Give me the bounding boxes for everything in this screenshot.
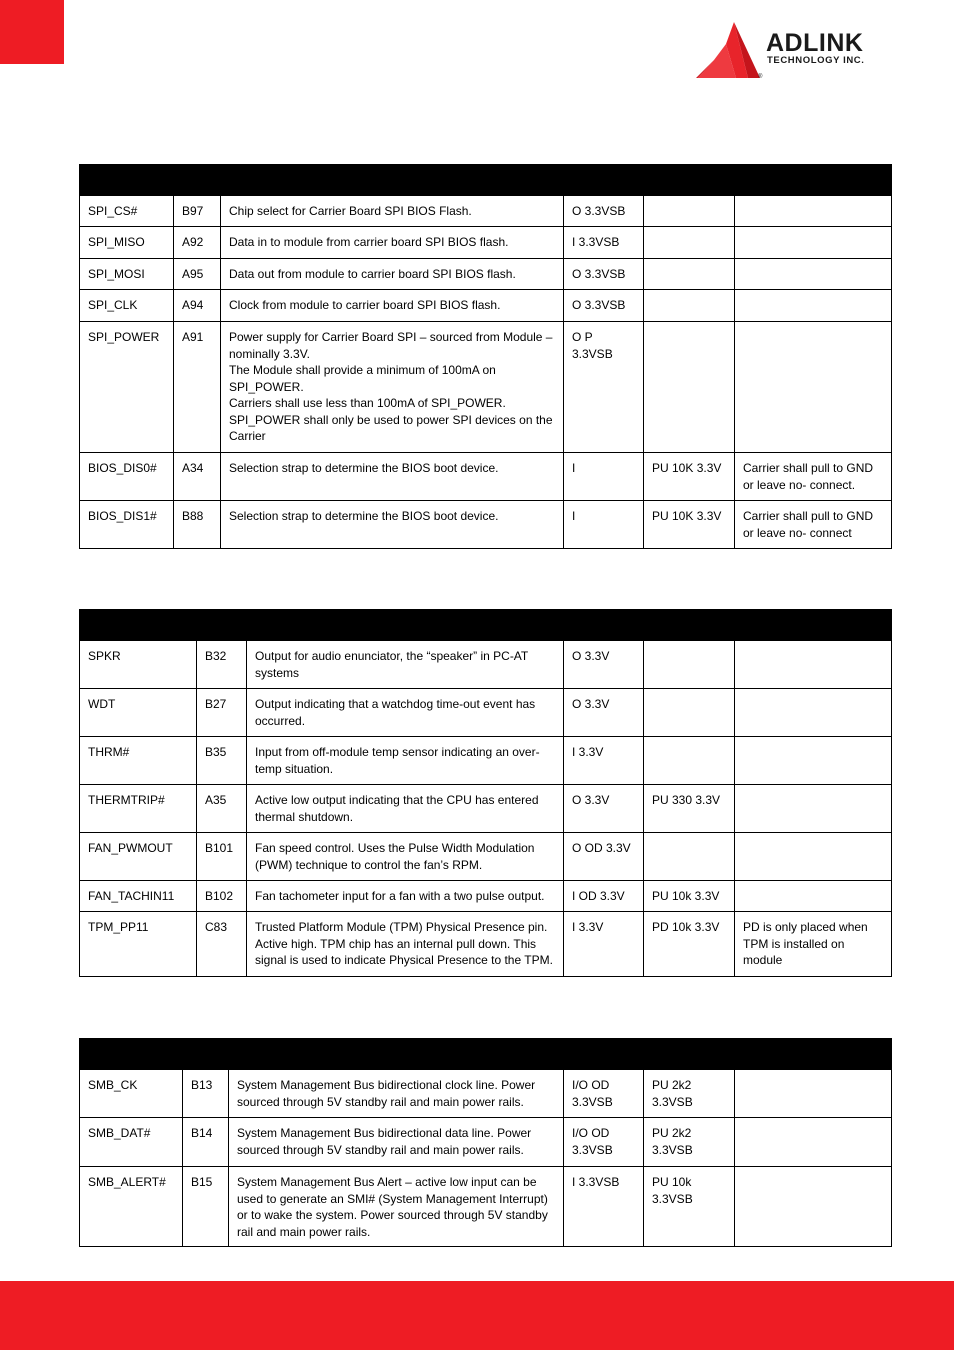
pin-cell	[174, 196, 221, 227]
table-row	[80, 785, 892, 833]
signal-name-cell	[80, 227, 174, 259]
io-type-cell	[564, 1167, 644, 1247]
description-cell	[221, 259, 564, 290]
misc-signal-table	[79, 609, 892, 977]
pu-pd-cell	[644, 501, 735, 549]
cell-text: Trusted Platform Module (TPM) Physical Presence pin. Active high. TPM chip has an internal pull down. This signal is used to indicate Physical Presence to the TPM.	[255, 920, 553, 967]
cell-text: PU 2k2 3.3VSB	[652, 1078, 693, 1109]
header-cell	[229, 1039, 564, 1070]
comment-cell	[735, 881, 892, 912]
io-type-cell	[564, 453, 644, 501]
cell-text: SPI_MISO	[88, 235, 145, 249]
table-row	[80, 833, 892, 881]
description-cell	[247, 785, 564, 833]
signal-name-cell	[80, 290, 174, 322]
description-cell	[221, 227, 564, 259]
header-cell	[183, 1039, 229, 1070]
cell-text: Selection strap to determine the BIOS boot device.	[229, 509, 499, 523]
corner-accent-block	[0, 0, 64, 64]
description-cell	[221, 196, 564, 227]
io-type-cell	[564, 785, 644, 833]
comment-cell	[735, 1167, 892, 1247]
table-row	[80, 196, 892, 227]
description-cell	[247, 641, 564, 689]
signal-name-cell	[80, 453, 174, 501]
pu-pd-cell	[644, 290, 735, 322]
io-type-cell	[564, 833, 644, 881]
cell-text: System Management Bus Alert – active low input can be used to generate an SMI# (System Management Interrupt) or to wake the system. Power sourced through 5V standby rail and main power rails.	[237, 1175, 548, 1239]
cell-text: Carrier shall pull to GND or leave no- connect	[743, 509, 874, 540]
io-type-cell	[564, 912, 644, 977]
comment-cell	[735, 737, 892, 785]
description-cell	[247, 881, 564, 912]
pu-pd-cell	[644, 453, 735, 501]
pin-cell	[174, 259, 221, 290]
footer-bar	[0, 1281, 954, 1350]
cell-text: PU 330 3.3V	[652, 793, 721, 807]
pin-cell	[197, 881, 247, 912]
cell-text: FAN_PWMOUT	[88, 841, 173, 855]
header-cell	[247, 610, 564, 641]
header-cell	[80, 165, 174, 196]
logo-registered-mark: ®	[758, 74, 763, 80]
pin-cell	[183, 1118, 229, 1167]
signal-name-cell	[80, 785, 197, 833]
pin-cell	[174, 501, 221, 549]
cell-text: A95	[182, 267, 204, 281]
spi-signal-table	[79, 164, 892, 549]
cell-text: Clock from module to carrier board SPI BIOS flash.	[229, 298, 501, 312]
cell-text: O 3.3VSB	[572, 298, 626, 312]
pu-pd-cell	[644, 1070, 735, 1118]
pu-pd-cell	[644, 196, 735, 227]
pu-pd-cell	[644, 833, 735, 881]
cell-text: SPI_CS#	[88, 204, 138, 218]
pu-pd-cell	[644, 881, 735, 912]
cell-text: PU 10k 3.3V	[652, 889, 720, 903]
cell-text: SPKR	[88, 649, 121, 663]
cell-text: Chip select for Carrier Board SPI BIOS Flash.	[229, 204, 472, 218]
cell-text: O OD 3.3V	[572, 841, 631, 855]
comment-cell	[735, 689, 892, 737]
pin-cell	[197, 785, 247, 833]
cell-text: A35	[205, 793, 227, 807]
io-type-cell	[564, 290, 644, 322]
table-row	[80, 737, 892, 785]
cell-text: TPM_PP11	[88, 920, 149, 934]
cell-text: I 3.3V	[572, 745, 604, 759]
pu-pd-cell	[644, 259, 735, 290]
cell-text: B97	[182, 204, 204, 218]
cell-text: BIOS_DIS1#	[88, 509, 157, 523]
cell-text: O 3.3V	[572, 793, 610, 807]
table-row	[80, 1167, 892, 1247]
signal-name-cell	[80, 1167, 183, 1247]
cell-text: A92	[182, 235, 204, 249]
io-type-cell	[564, 689, 644, 737]
signal-name-cell	[80, 833, 197, 881]
pu-pd-cell	[644, 912, 735, 977]
pin-cell	[183, 1167, 229, 1247]
cell-text: Data in to module from carrier board SPI BIOS flash.	[229, 235, 509, 249]
description-cell	[221, 453, 564, 501]
description-cell	[229, 1167, 564, 1247]
signal-name-cell	[80, 196, 174, 227]
signal-name-cell	[80, 689, 197, 737]
table-row	[80, 1118, 892, 1167]
cell-text: SPI_MOSI	[88, 267, 145, 281]
comment-cell	[735, 259, 892, 290]
cell-text: System Management Bus bidirectional data line. Power sourced through 5V standby rail and main power rails.	[237, 1126, 532, 1157]
io-type-cell	[564, 196, 644, 227]
cell-text: B35	[205, 745, 227, 759]
cell-text: Carrier shall pull to GND or leave no- connect.	[743, 461, 874, 492]
table-row	[80, 881, 892, 912]
cell-text: B14	[191, 1126, 213, 1140]
table-header-row	[80, 1039, 892, 1070]
description-cell	[247, 912, 564, 977]
header-cell	[564, 610, 644, 641]
cell-text: PD is only placed when TPM is installed on module	[743, 920, 868, 967]
cell-text: Selection strap to determine the BIOS boot device.	[229, 461, 499, 475]
cell-text: PU 10K 3.3V	[652, 461, 722, 475]
description-cell	[247, 833, 564, 881]
pin-cell	[174, 453, 221, 501]
table-header-row	[80, 165, 892, 196]
pu-pd-cell	[644, 641, 735, 689]
pin-cell	[197, 641, 247, 689]
cell-text: I 3.3VSB	[572, 1175, 620, 1189]
pin-cell	[197, 737, 247, 785]
pin-cell	[197, 689, 247, 737]
cell-text: Data out from module to carrier board SPI BIOS flash.	[229, 267, 516, 281]
table-row	[80, 227, 892, 259]
comment-cell	[735, 833, 892, 881]
table-row	[80, 453, 892, 501]
signal-name-cell	[80, 1070, 183, 1118]
cell-text: O 3.3VSB	[572, 267, 626, 281]
cell-text: Fan speed control. Uses the Pulse Width Modulation (PWM) technique to control the fan’s RPM.	[255, 841, 535, 872]
io-type-cell	[564, 641, 644, 689]
pu-pd-cell	[644, 1167, 735, 1247]
table-row	[80, 1070, 892, 1118]
table-row	[80, 322, 892, 453]
comment-cell	[735, 227, 892, 259]
pin-cell	[197, 912, 247, 977]
cell-text: BIOS_DIS0#	[88, 461, 157, 475]
logo-wordmark: ADLINK	[766, 29, 864, 57]
smb-signal-table	[79, 1038, 892, 1247]
cell-text: B13	[191, 1078, 213, 1092]
table-row	[80, 912, 892, 977]
io-type-cell	[564, 881, 644, 912]
io-type-cell	[564, 1118, 644, 1167]
cell-text: SPI_POWER	[88, 330, 160, 344]
cell-text: WDT	[88, 697, 116, 711]
comment-cell	[735, 1070, 892, 1118]
table-row	[80, 259, 892, 290]
table-row	[80, 501, 892, 549]
pin-cell	[174, 227, 221, 259]
header-cell	[644, 610, 735, 641]
comment-cell	[735, 785, 892, 833]
cell-text: PU 10k 3.3VSB	[652, 1175, 693, 1206]
cell-text: SPI_CLK	[88, 298, 138, 312]
signal-name-cell	[80, 322, 174, 453]
cell-text: FAN_TACHIN11	[88, 889, 175, 903]
cell-text: SMB_CK	[88, 1078, 138, 1092]
logo-subtitle: TECHNOLOGY INC.	[767, 55, 865, 66]
table-row	[80, 641, 892, 689]
cell-text: B88	[182, 509, 204, 523]
signal-name-cell	[80, 641, 197, 689]
cell-text: O 3.3V	[572, 697, 610, 711]
header-cell	[80, 610, 197, 641]
signal-name-cell	[80, 737, 197, 785]
cell-text: B32	[205, 649, 227, 663]
signal-name-cell	[80, 881, 197, 912]
cell-text: A91	[182, 330, 204, 344]
cell-text: SMB_DAT#	[88, 1126, 151, 1140]
pin-cell	[183, 1070, 229, 1118]
signal-name-cell	[80, 501, 174, 549]
comment-cell	[735, 290, 892, 322]
cell-text: I 3.3V	[572, 920, 604, 934]
description-cell	[221, 501, 564, 549]
signal-name-cell	[80, 912, 197, 977]
cell-text: Input from off-module temp sensor indicating an over-temp situation.	[255, 745, 540, 776]
header-cell	[197, 610, 247, 641]
cell-text: I/O OD 3.3VSB	[572, 1078, 613, 1109]
pu-pd-cell	[644, 785, 735, 833]
header-cell	[735, 610, 892, 641]
comment-cell	[735, 453, 892, 501]
cell-text: O 3.3VSB	[572, 204, 626, 218]
comment-cell	[735, 912, 892, 977]
description-cell	[221, 290, 564, 322]
pin-cell	[174, 290, 221, 322]
cell-text: A94	[182, 298, 204, 312]
header-cell	[644, 1039, 735, 1070]
description-cell	[229, 1070, 564, 1118]
header-cell	[564, 165, 644, 196]
pu-pd-cell	[644, 737, 735, 785]
signal-name-cell	[80, 1118, 183, 1167]
cell-text: Fan tachometer input for a fan with a two pulse output.	[255, 889, 545, 903]
cell-text: A34	[182, 461, 204, 475]
cell-text: B102	[205, 889, 234, 903]
header-cell	[564, 1039, 644, 1070]
cell-text: THRM#	[88, 745, 130, 759]
io-type-cell	[564, 501, 644, 549]
pu-pd-cell	[644, 689, 735, 737]
logo-mountain-icon	[696, 20, 763, 84]
table-header-row	[80, 610, 892, 641]
io-type-cell	[564, 737, 644, 785]
description-cell	[247, 737, 564, 785]
cell-text: I	[572, 461, 576, 475]
pu-pd-cell	[644, 322, 735, 453]
io-type-cell	[564, 1070, 644, 1118]
cell-text: System Management Bus bidirectional clock line. Power sourced through 5V standby rail and main power rails.	[237, 1078, 536, 1109]
header-cell	[221, 165, 564, 196]
pin-cell	[174, 322, 221, 453]
io-type-cell	[564, 259, 644, 290]
description-cell	[229, 1118, 564, 1167]
comment-cell	[735, 322, 892, 453]
cell-text: B101	[205, 841, 234, 855]
cell-text: PD 10k 3.3V	[652, 920, 720, 934]
cell-text: SMB_ALERT#	[88, 1175, 166, 1189]
header-cell	[735, 1039, 892, 1070]
pin-cell	[197, 833, 247, 881]
cell-text: O 3.3V	[572, 649, 610, 663]
cell-text: B27	[205, 697, 227, 711]
pu-pd-cell	[644, 227, 735, 259]
cell-text: Output indicating that a watchdog time-out event has occurred.	[255, 697, 536, 728]
signal-name-cell	[80, 259, 174, 290]
cell-text: PU 2k2 3.3VSB	[652, 1126, 693, 1157]
io-type-cell	[564, 227, 644, 259]
header-cell	[735, 165, 892, 196]
comment-cell	[735, 1118, 892, 1167]
cell-text: I	[572, 509, 576, 523]
cell-text: I OD 3.3V	[572, 889, 625, 903]
cell-text: I 3.3VSB	[572, 235, 620, 249]
description-cell	[221, 322, 564, 453]
header-cell	[80, 1039, 183, 1070]
cell-text: PU 10K 3.3V	[652, 509, 722, 523]
cell-text: THERMTRIP#	[88, 793, 165, 807]
header-cell	[644, 165, 735, 196]
comment-cell	[735, 641, 892, 689]
comment-cell	[735, 501, 892, 549]
cell-text: Power supply for Carrier Board SPI – sourced from Module – nominally 3.3V. The Module shall provide a minimum of 100mA on SPI_POWER. Carriers shall use less than 100mA of SPI_POWER. SPI_POWER shall only be used to power SPI devices on the Carrier	[229, 330, 553, 443]
cell-text: I/O OD 3.3VSB	[572, 1126, 613, 1157]
cell-text: Active low output indicating that the CPU has entered thermal shutdown.	[255, 793, 539, 824]
cell-text: C83	[205, 920, 228, 934]
cell-text: B15	[191, 1175, 213, 1189]
comment-cell	[735, 196, 892, 227]
table-row	[80, 689, 892, 737]
cell-text: O P 3.3VSB	[572, 330, 613, 361]
table-row	[80, 290, 892, 322]
description-cell	[247, 689, 564, 737]
io-type-cell	[564, 322, 644, 453]
cell-text: Output for audio enunciator, the “speaker” in PC-AT systems	[255, 649, 529, 680]
pu-pd-cell	[644, 1118, 735, 1167]
header-cell	[174, 165, 221, 196]
adlink-logo	[696, 20, 908, 84]
